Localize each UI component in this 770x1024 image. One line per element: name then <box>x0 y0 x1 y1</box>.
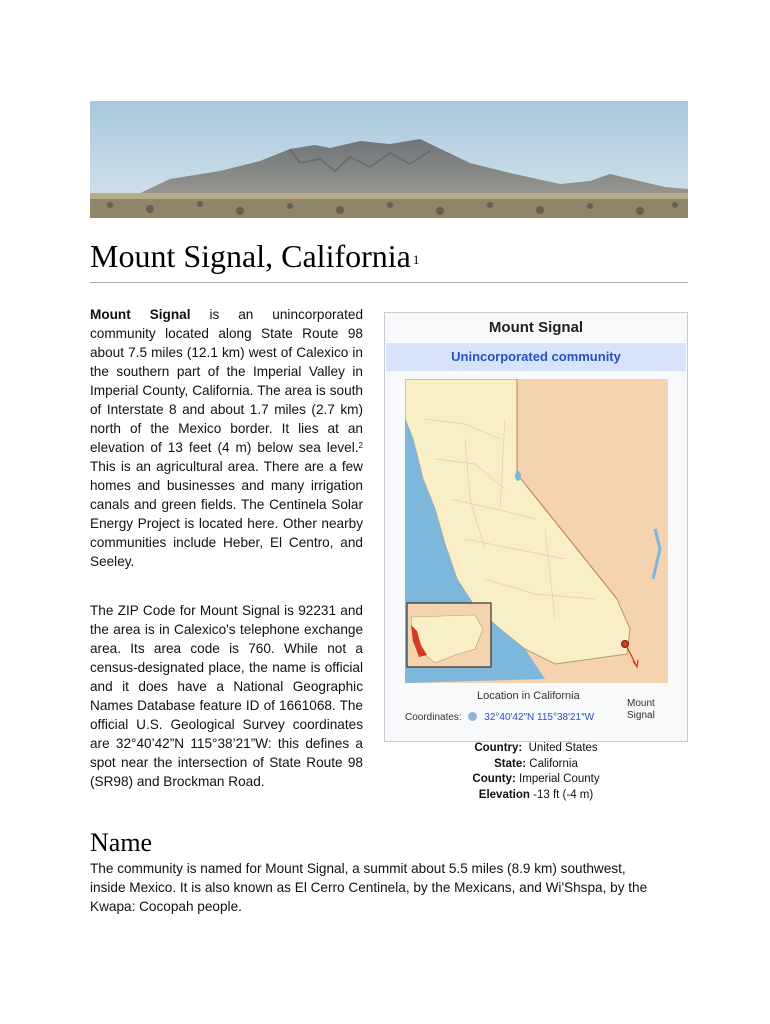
infobox-title: Mount Signal <box>488 319 584 336</box>
zip-paragraph: The ZIP Code for Mount Signal is 92231 and the area is in Calexico's telephone exchange area. Its area code is 760. While not a census-designated place, the name is official and it does have a National Geographic Names Database feature ID of 1661068. The official U.S. Geological Survey coordinates are 32°40’42”N 115°38’21”W: this defines a spot near the intersection of State Route 98 (SR98) and Brockman Road. <box>90 603 363 789</box>
fact-state-value: California <box>529 757 578 770</box>
fact-country-label: Country: <box>474 742 523 754</box>
fact-elevation-label: Elevation <box>478 788 530 801</box>
header-photo <box>90 101 688 218</box>
intro-footnote-ref[interactable]: 2 <box>358 441 363 450</box>
map-marker-label-line2: Signal <box>627 710 655 721</box>
map-marker-label-line1: Mount <box>627 698 655 709</box>
title-divider <box>90 282 688 283</box>
fact-state-label: State: <box>494 757 527 770</box>
fact-elevation <box>384 788 688 804</box>
globe-icon[interactable] <box>468 712 477 721</box>
infobox <box>384 312 688 742</box>
intro-text: is an unincorporated community located along State Route 98 about 7.5 miles (12.1 km) west of Calexico in the southern part of the Imperial Valley in Imperial County, California. The area is south of Interstate 8 and about 1.7 miles (2.7 km) north of the Mexico border. It lies at an elevation of 13 feet (4 m) below sea level. <box>90 307 363 455</box>
fact-country <box>384 741 688 757</box>
fact-county-label: County: <box>472 773 516 785</box>
page-title-text: Mount Signal, California <box>90 238 411 274</box>
infobox-subtitle[interactable]: Unincorporated community <box>386 343 686 371</box>
coordinates-link[interactable]: 32°40′42″N 115°38′21″W <box>484 712 595 723</box>
name-paragraph: The community is named for Mount Signal, a summit about 5.5 miles (8.9 km) southwest, inside Mexico. It is also known as El Cerro Centinela, by the Mexicans, and Wi'Shspa, by the Kwapa: Cocopah people. <box>90 861 648 914</box>
fact-state <box>384 757 688 773</box>
title-footnote-ref[interactable]: 1 <box>412 252 420 267</box>
coordinates-label: Coordinates: <box>405 712 462 723</box>
fact-elevation-value: -13 ft (-4 m) <box>533 788 594 801</box>
fact-country-value: United States <box>528 742 598 754</box>
map-caption: Location in California <box>477 690 580 702</box>
location-map[interactable] <box>405 379 668 683</box>
section-heading-name: Name <box>90 828 153 857</box>
intro-bold-term: Mount Signal <box>90 307 191 322</box>
fact-county <box>384 772 688 788</box>
intro-text-tail: This is an agricultural area. There are a few homes and businesses and many irrigation canals and green fields. The Centinela Solar Energy Project is located here. Other nearby communities include Heber, El Centro, and Seeley. <box>90 459 363 569</box>
coordinates-row <box>405 712 594 723</box>
facts-list <box>384 741 688 803</box>
intro-paragraph <box>90 305 363 571</box>
page-title <box>90 234 419 278</box>
fact-county-value: Imperial County <box>519 773 600 785</box>
map-marker-label <box>627 698 655 722</box>
